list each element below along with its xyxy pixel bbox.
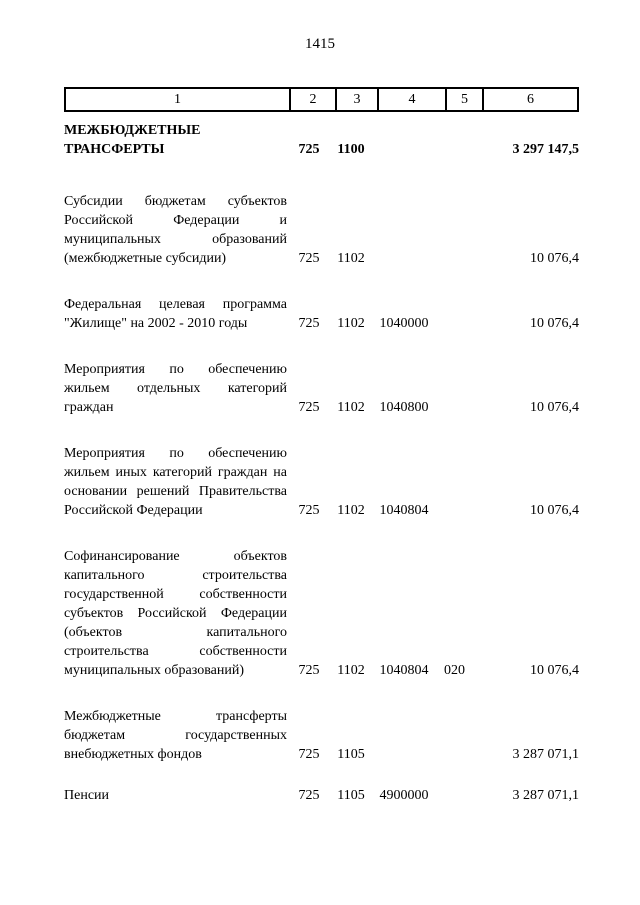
table-header-row <box>64 87 579 112</box>
header-col-2: 2 <box>289 89 335 110</box>
table-row <box>64 192 579 268</box>
row-code-4: 1040804 <box>379 503 429 518</box>
row-amount: 3 287 071,1 <box>512 747 579 762</box>
row-title: Пенсии <box>64 788 110 803</box>
row-amount: 3 297 147,5 <box>512 142 579 157</box>
table-row <box>64 121 579 159</box>
row-code-3: 1102 <box>337 503 365 518</box>
row-code-3: 1102 <box>337 316 365 331</box>
row-code-3: 1102 <box>337 663 365 678</box>
row-code-4: 1040804 <box>379 663 429 678</box>
header-col-1: 1 <box>174 92 181 107</box>
row-code-2: 725 <box>298 142 320 157</box>
table-row <box>64 295 579 333</box>
row-code-3: 1102 <box>337 400 365 415</box>
row-code-2: 725 <box>298 747 320 762</box>
row-code-5: 020 <box>444 663 465 678</box>
row-title: Федеральная целевая программа "Жилище" на 2002 - 2010 годы <box>64 297 287 331</box>
row-title: Субсидии бюджетам субъектов Российской Федерации и муниципальных образований (межбюджетные субсидии) <box>64 194 287 266</box>
row-amount: 10 076,4 <box>530 663 579 678</box>
row-title: Мероприятия по обеспечению жильем иных категорий граждан на основании решений Правительства Российской Федерации <box>64 446 287 518</box>
row-title: Софинансирование объектов капитального строительства государственной собственности субъектов Российской Федерации (объектов капитального строительства собственности муниципальных образований) <box>64 549 287 678</box>
budget-table <box>64 87 579 805</box>
table-row <box>64 547 579 680</box>
header-col-5: 5 <box>445 89 482 110</box>
row-amount: 3 287 071,1 <box>512 788 579 803</box>
row-code-4: 4900000 <box>379 788 429 803</box>
header-col-6: 6 <box>482 89 577 110</box>
row-amount: 10 076,4 <box>530 503 579 518</box>
row-code-2: 725 <box>298 503 320 518</box>
row-code-3: 1105 <box>337 788 365 803</box>
row-code-2: 725 <box>298 400 320 415</box>
row-amount: 10 076,4 <box>530 400 579 415</box>
page-number: 1415 <box>305 36 335 52</box>
row-code-2: 725 <box>298 251 320 266</box>
row-code-4: 1040000 <box>379 316 429 331</box>
row-code-2: 725 <box>298 663 320 678</box>
row-title: МЕЖБЮДЖЕТНЫЕ ТРАНСФЕРТЫ <box>64 123 201 157</box>
header-col-3: 3 <box>335 89 377 110</box>
row-title: Мероприятия по обеспечению жильем отдельных категорий граждан <box>64 362 287 415</box>
row-code-2: 725 <box>298 788 320 803</box>
row-code-3: 1102 <box>337 251 365 266</box>
table-row <box>64 786 579 805</box>
header-col-4: 4 <box>377 89 445 110</box>
table-row <box>64 360 579 417</box>
row-code-3: 1105 <box>337 747 365 762</box>
table-row <box>64 707 579 764</box>
row-code-3: 1100 <box>337 142 365 157</box>
row-title: Межбюджетные трансферты бюджетам государственных внебюджетных фондов <box>64 709 287 762</box>
row-amount: 10 076,4 <box>530 316 579 331</box>
row-amount: 10 076,4 <box>530 251 579 266</box>
row-code-2: 725 <box>298 316 320 331</box>
table-row <box>64 444 579 520</box>
row-code-4: 1040800 <box>379 400 429 415</box>
